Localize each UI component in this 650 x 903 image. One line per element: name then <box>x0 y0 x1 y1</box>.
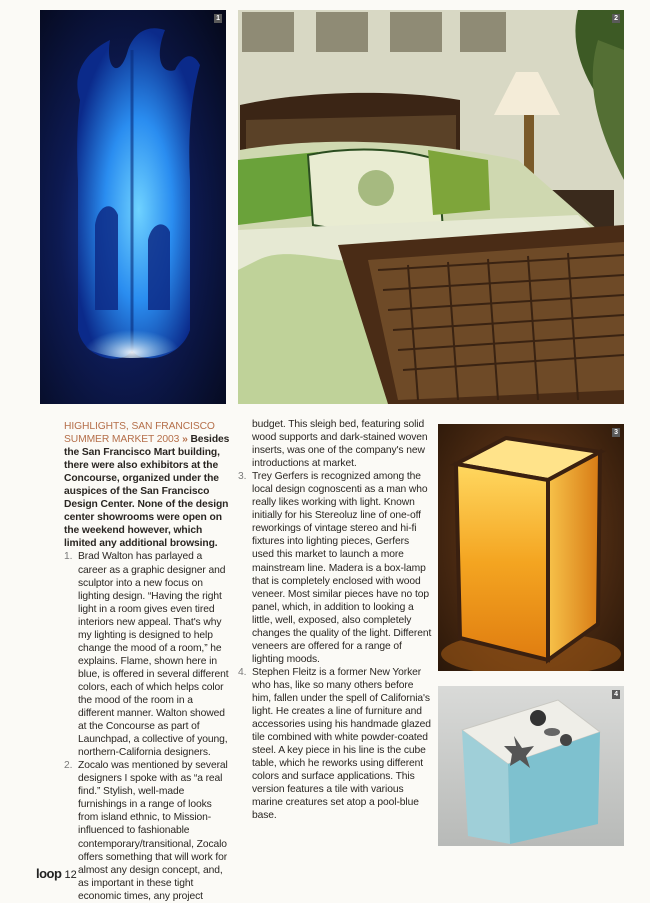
box-lamp-illustration <box>438 424 624 671</box>
item-text: Trey Gerfers is recognized among the local design cognoscenti as a man who really likes working with light. Known initially for his Stereoluz line of one-off reworkings of vintage stereo and hi-fi fixtures into lighting pieces, Gerfers used this market to launch a more mainstream line. Madera is a box-lamp that is completely enclosed with wood veneer. Most similar pieces have no top panel, which, in addition to looking a little, well, exposed, also completely changes the quality of the light. Different veneers are offered for a range of lighting moods. <box>252 471 432 665</box>
article-column-2 <box>238 418 432 822</box>
photo-number-badge: 2 <box>614 15 618 22</box>
kicker-arrow: » <box>179 434 191 446</box>
item-number: 3. <box>238 471 247 483</box>
flame-lamp-illustration <box>40 10 226 404</box>
cube-table-photo <box>438 686 624 846</box>
item-text: Brad Walton has parlayed a career as a graphic designer and sculptor into a new focus on lighting design. “Having the right light in a room gives even tired interiors new appeal. That's why my lighting is designed to help change the mood of a room,” he explains. Flame, shown here in blue, is offered in several different colors, each of which helps color the mood of the room in a different manner. Walton showed at the Concourse as part of Launchpad, a collective of young, northern-California designers. <box>78 551 229 759</box>
item-text: Stephen Fleitz is a former New Yorker who has, like so many others before him, fallen under the spell of California's light. He creates a line of furniture and accessories using his handmade glazed tile combined with white powder-coated steel. A key piece in his line is the cube table, which he reworks using different colors and surface applications. This version features a tile with various marine creatures set atop a pool-blue base. <box>252 666 431 822</box>
intro-lead: Besides the San Francisco Mart building, there were also exhibitors at the Concourse, organized under the auspices of the San Francisco Design Center. None of the design center showrooms were open on the weekend however, which limited any additional browsing. <box>64 434 230 550</box>
item-number: 4. <box>238 666 247 678</box>
page-number: 12 <box>64 869 77 881</box>
magazine-logo: loop <box>36 866 62 881</box>
list-item <box>238 666 432 823</box>
section-kicker: HIGHLIGHTS, SAN FRANCISCO SUMMER MARKET 2003 <box>64 421 215 446</box>
list-item <box>64 759 230 903</box>
photo-number-badge: 1 <box>216 15 220 22</box>
item-text: Zocalo was mentioned by several designers I spoke with as “a real find.” Stylish, well-made furnishings in a range of looks from island ethnic, to Mission-influenced to fashionable contemporary/transitional, Zocalo offers something that will work for almost any design concept, and, as important in these tight economic times, any project <box>78 760 228 902</box>
photo-number-badge: 3 <box>614 429 618 436</box>
flame-lamp-photo <box>40 10 226 404</box>
highlights-list <box>64 550 230 902</box>
page-footer <box>36 866 77 881</box>
cube-table-illustration <box>438 686 624 846</box>
item-number: 1. <box>64 551 73 563</box>
article-column-1 <box>64 420 230 903</box>
list-item <box>238 470 432 666</box>
sleigh-bed-photo <box>238 10 624 404</box>
photo-number-badge: 4 <box>614 691 618 698</box>
item-text: budget. This sleigh bed, featuring solid wood supports and dark-stained woven inserts, was one of the company's new introductions at market. <box>252 419 428 470</box>
list-item-continued <box>238 418 432 470</box>
box-lamp-photo <box>438 424 624 671</box>
highlights-list-continued <box>238 418 432 822</box>
sleigh-bed-illustration <box>238 10 624 404</box>
list-item <box>64 550 230 759</box>
intro-paragraph <box>64 420 230 550</box>
item-number: 2. <box>64 760 73 772</box>
